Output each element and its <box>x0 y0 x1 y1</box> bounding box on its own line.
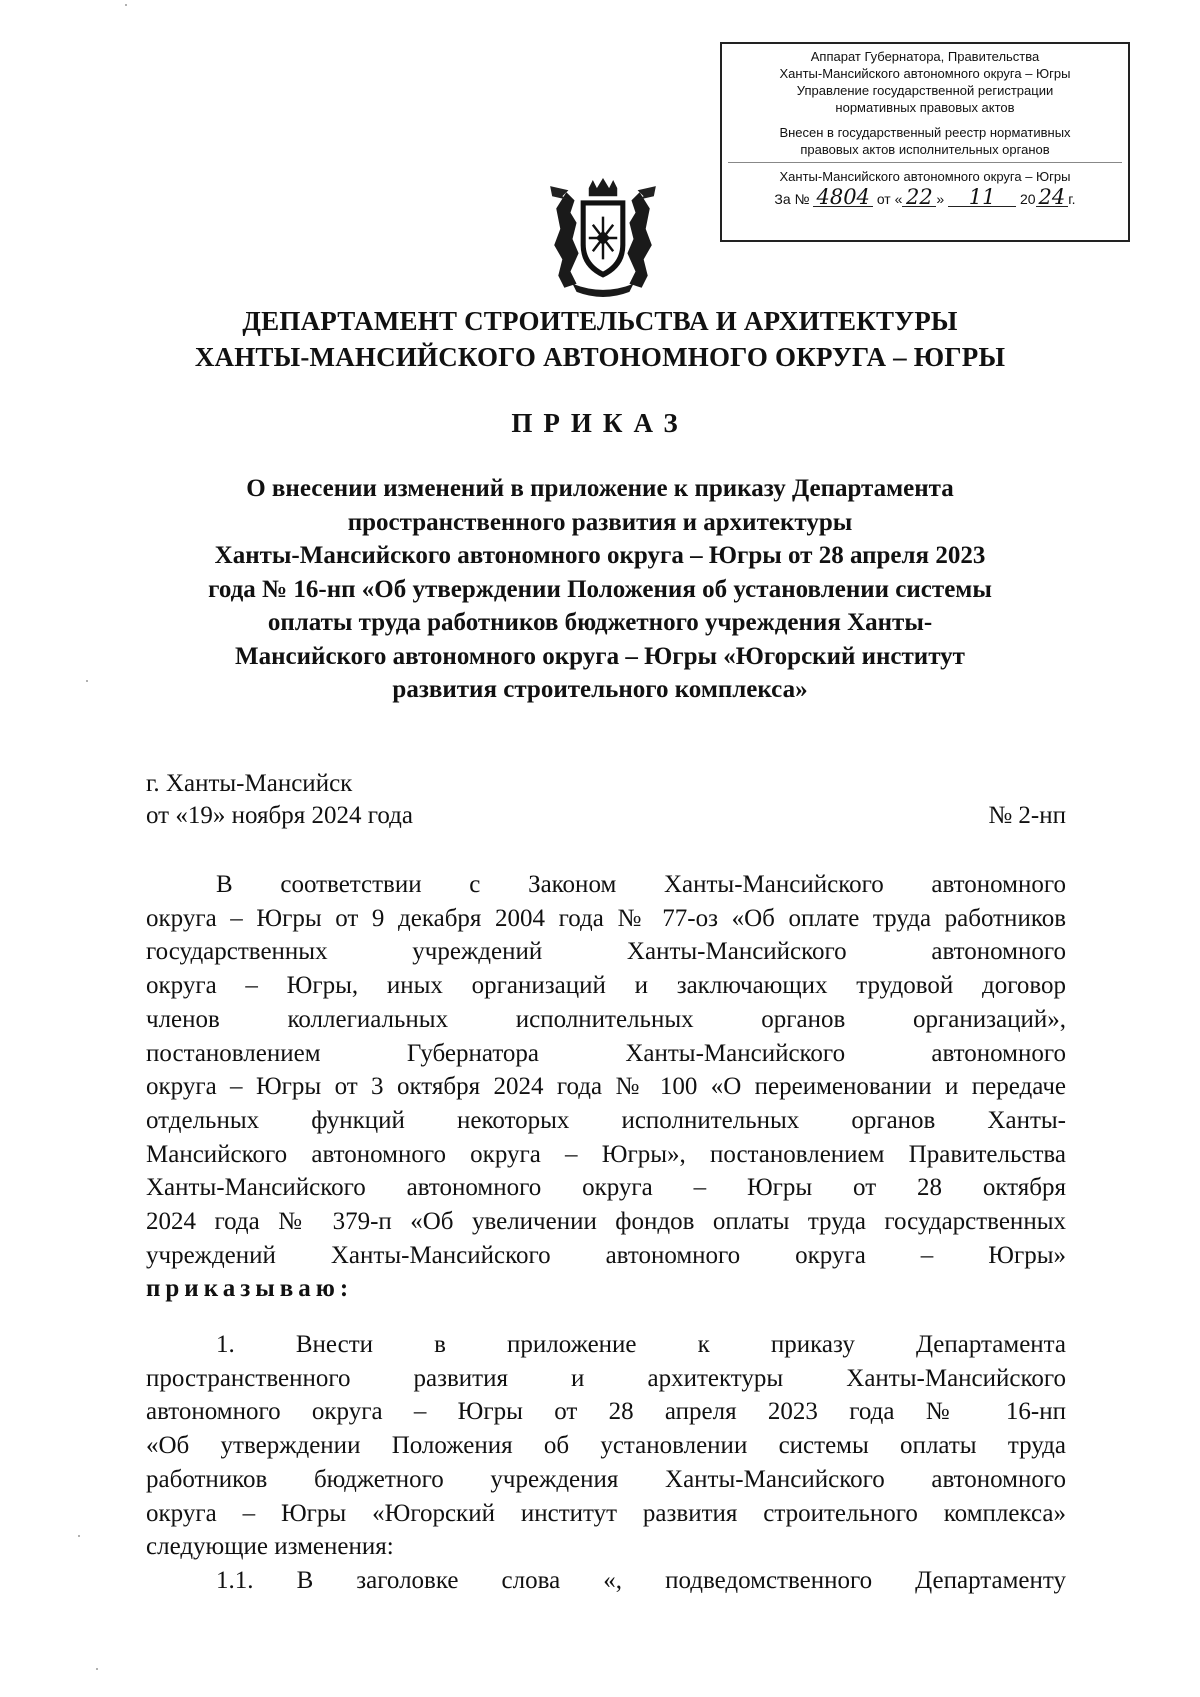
document-number: № 2-нп <box>988 802 1066 829</box>
subject-line: оплаты труда работников бюджетного учреждения Ханты- <box>267 609 933 636</box>
stamp-reg-year: 24 <box>1036 189 1069 207</box>
issue-date: от «19» ноября 2024 года <box>146 802 413 829</box>
item-line: автономного округа – Югры от 28 апреля 2023 года № 16-нп <box>146 1398 1066 1426</box>
stamp-reg-day-close: » <box>936 191 945 207</box>
preamble-line: В соответствии с Законом Ханты-Мансийского автономного <box>216 871 1066 898</box>
subject-line: Мансийского автономного округа – Югры «Югорский институт <box>235 642 965 670</box>
stamp-line-4: нормативных правовых актов <box>835 100 1015 115</box>
department-title-line-1: ДЕПАРТАМЕНТ СТРОИТЕЛЬСТВА И АРХИТЕКТУРЫ <box>242 306 958 336</box>
stamp-reg-year-prefix: 20 <box>1019 191 1036 207</box>
order-subject <box>150 472 1050 707</box>
stamp-reg-day: 22 <box>902 189 936 207</box>
preamble-paragraph <box>146 868 1066 1306</box>
stamp-reg-from: от « <box>876 191 903 207</box>
subject-line: пространственного развития и архитектуры <box>347 508 853 536</box>
scan-speck <box>96 1668 98 1670</box>
item-line: работников бюджетного учреждения Ханты-Мансийского автономного <box>146 1465 1066 1493</box>
preamble-line: учреждений Ханты-Мансийского автономного округа – Югры» <box>146 1241 1066 1269</box>
preamble-line: 2024 года № 379-п «Об увеличении фондов оплаты труда государственных <box>146 1208 1066 1236</box>
issue-place: г. Ханты-Мансийск <box>146 770 353 797</box>
order-title: ПРИКАЗ <box>511 408 689 438</box>
department-title-line-2: ХАНТЫ-МАНСИЙСКОГО АВТОНОМНОГО ОКРУГА – ЮГРЫ <box>194 342 1006 372</box>
order-verb: приказываю: <box>146 1275 354 1303</box>
preamble-line: государственных учреждений Ханты-Мансийского автономного <box>146 938 1066 966</box>
preamble-line: членов коллегиальных исполнительных органов организаций», <box>146 1005 1066 1033</box>
scan-speck <box>78 1535 80 1537</box>
preamble-line: Ханты-Мансийского автономного округа – Югры от 28 октября <box>146 1174 1066 1202</box>
registration-stamp <box>720 42 1130 242</box>
subject-line: года № 16-нп «Об утверждении Положения об установлении системы <box>208 575 992 603</box>
stamp-line-3: Управление государственной регистрации <box>796 83 1054 98</box>
preamble-line: постановлением Губернатора Ханты-Мансийского автономного <box>146 1039 1066 1067</box>
preamble-line: округа – Югры от 9 декабря 2004 года № 77-оз «Об оплате труда работников <box>146 904 1066 932</box>
preamble-line: отдельных функций некоторых исполнительных органов Ханты- <box>146 1106 1066 1134</box>
subject-line: Ханты-Мансийского автономного округа – Югры от 28 апреля 2023 <box>214 542 986 569</box>
preamble-line: округа – Югры от 3 октября 2024 года № 100 «О переименовании и передаче <box>146 1073 1066 1101</box>
item-1-paragraph <box>146 1328 1066 1598</box>
stamp-line-7: Ханты-Мансийского автономного округа – Югры <box>779 169 1071 184</box>
item-line: следующие изменения: <box>146 1533 394 1561</box>
scan-speck <box>86 680 88 682</box>
item-line: пространственного развития и архитектуры Ханты-Мансийского <box>146 1364 1066 1392</box>
preamble-line: округа – Югры, иных организаций и заключающих трудовой договор <box>146 972 1066 1000</box>
stamp-reg-prefix: За № <box>774 191 810 207</box>
stamp-line-2: Ханты-Мансийского автономного округа – Югры <box>779 66 1071 81</box>
preamble-line: Мансийского автономного округа – Югры», постановлением Правительства <box>146 1140 1066 1168</box>
coat-of-arms-icon <box>542 178 664 300</box>
item-line: 1.1. В заголовке слова «, подведомственного Департаменту <box>216 1566 1066 1594</box>
stamp-reg-number: 4804 <box>813 189 872 207</box>
stamp-divider <box>728 162 1122 163</box>
stamp-line-6: правовых актов исполнительных органов <box>800 142 1050 157</box>
stamp-line-5: Внесен в государственный реестр нормативных <box>779 125 1071 140</box>
subject-line: О внесении изменений в приложение к приказу Департамента <box>246 475 954 502</box>
stamp-registration-line <box>722 185 1128 209</box>
stamp-reg-month: 11 <box>948 189 1016 207</box>
scan-speck <box>125 4 127 6</box>
item-line: округа – Югры «Югорский институт развития строительного комплекса» <box>146 1499 1066 1527</box>
stamp-line-1: Аппарат Губернатора, Правительства <box>810 49 1040 64</box>
stamp-reg-year-suffix: г. <box>1068 191 1076 207</box>
item-line: «Об утверждении Положения об установлении системы оплаты труда <box>146 1432 1066 1460</box>
item-line: 1. Внести в приложение к приказу Департамента <box>216 1331 1066 1358</box>
subject-line: развития строительного комплекса» <box>392 676 808 703</box>
